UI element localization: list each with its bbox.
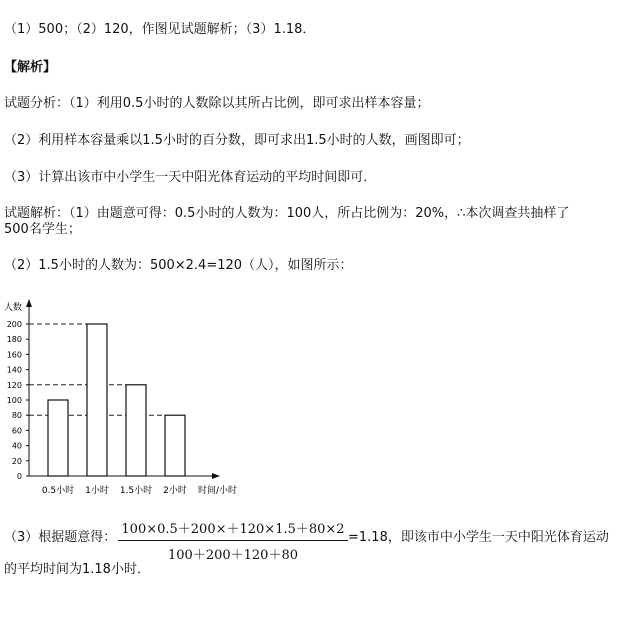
y-tick-label: 20 (11, 456, 22, 466)
solution-paragraph-1-line-2: 500名学生； (4, 222, 81, 237)
y-tick-label: 40 (11, 441, 22, 451)
y-tick-label: 80 (11, 411, 22, 421)
histogram-bar (165, 415, 185, 476)
x-category-label: 2小时 (163, 486, 187, 496)
analysis-paragraph-3: （3）计算出该市中小学生一天中阳光体育运动的平均时间即可． (4, 170, 377, 185)
y-tick-label: 180 (6, 335, 22, 345)
formula-denominator: 100＋200＋120＋80 (168, 548, 298, 563)
y-tick-label: 160 (6, 350, 22, 360)
y-tick-label: 200 (6, 320, 22, 329)
y-tick-label: 140 (6, 365, 22, 375)
answer-line: （1）500；（2）120，作图见试题解析；（3）1.18． (4, 22, 316, 37)
histogram-bar (48, 400, 68, 476)
x-axis-label: 时间/小时 (198, 486, 238, 496)
solution-paragraph-3-suffix: =1.18，即该市中小学生一天中阳光体育运动 (348, 530, 609, 545)
y-tick-label: 0 (16, 472, 22, 481)
histogram-bar (87, 324, 107, 476)
histogram-bar (126, 385, 146, 476)
y-tick-label: 120 (6, 380, 22, 390)
x-category-label: 1.5小时 (119, 486, 153, 496)
solution-paragraph-3-line-2: 的平均时间为1.18小时． (4, 562, 150, 577)
y-axis-arrow-icon (26, 299, 32, 307)
solution-paragraph-1-line-1: 试题解析：（1）由题意可得：0.5小时的人数为：100人，所占比例为：20%，∴本次调查共抽样了 (4, 206, 570, 221)
analysis-paragraph-1: 试题分析：（1）利用0.5小时的人数除以其所占比例，即可求出样本容量； (4, 96, 430, 111)
x-category-label: 1小时 (85, 486, 109, 496)
analysis-heading: 【解析】 (4, 60, 57, 75)
histogram-chart (0, 293, 260, 498)
y-tick-label: 60 (11, 426, 22, 436)
solution-paragraph-3-prefix: （3）根据题意得： (4, 530, 117, 545)
y-axis-label: 人数 (4, 303, 23, 313)
analysis-paragraph-2: （2）利用样本容量乘以1.5小时的百分数，即可求出1.5小时的人数，画图即可； (4, 133, 470, 148)
average-formula-fraction (118, 518, 348, 563)
x-category-label: 0.5小时 (41, 486, 75, 496)
y-tick-label: 100 (6, 396, 22, 405)
formula-numerator: 100×0.5＋200×＋120×1.5＋80×2 (118, 518, 348, 541)
x-axis-arrow-icon (212, 473, 220, 479)
solution-paragraph-2: （2）1.5小时的人数为：500×2.4=120（人），如图所示： (4, 258, 353, 273)
